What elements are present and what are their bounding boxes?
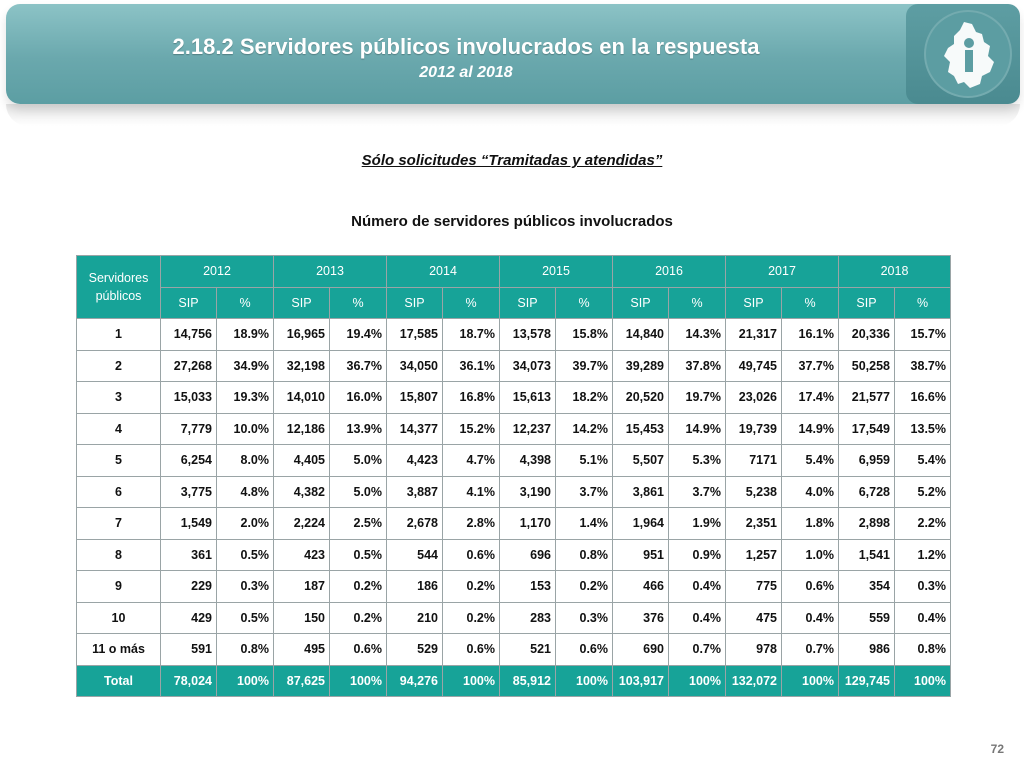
sip-cell: 103,917 [613,665,669,697]
sip-cell: 4,405 [274,445,330,477]
pct-cell: 5.4% [782,445,839,477]
row-label: 4 [77,413,161,445]
pct-cell: 0.4% [669,602,726,634]
pct-cell: 0.3% [217,571,274,603]
sip-cell: 186 [387,571,443,603]
row-label: 1 [77,319,161,351]
pct-cell: 4.0% [782,476,839,508]
row-label: 6 [77,476,161,508]
row-label: 10 [77,602,161,634]
sip-cell: 283 [500,602,556,634]
sip-cell: 690 [613,634,669,666]
pct-cell: 18.2% [556,382,613,414]
sip-cell: 4,398 [500,445,556,477]
pct-cell: 38.7% [895,350,951,382]
total-label: Total [77,665,161,697]
sip-cell: 1,257 [726,539,782,571]
pct-cell: 3.7% [669,476,726,508]
sip-cell: 2,898 [839,508,895,540]
sip-cell: 87,625 [274,665,330,697]
pct-cell: 100% [556,665,613,697]
pct-cell: 0.5% [217,539,274,571]
pct-cell: 1.9% [669,508,726,540]
sip-cell: 423 [274,539,330,571]
sip-cell: 376 [613,602,669,634]
pct-cell: 4.1% [443,476,500,508]
row-label: 3 [77,382,161,414]
sip-cell: 34,050 [387,350,443,382]
pct-cell: 8.0% [217,445,274,477]
pct-cell: 2.0% [217,508,274,540]
pct-cell: 0.4% [669,571,726,603]
pct-cell: 16.8% [443,382,500,414]
pct-cell: 0.8% [217,634,274,666]
sip-cell: 591 [161,634,217,666]
year-header: 2016 [613,256,726,288]
pct-cell: 36.1% [443,350,500,382]
pct-cell: 100% [782,665,839,697]
pct-header: % [330,287,387,319]
pct-cell: 4.8% [217,476,274,508]
sip-cell: 14,377 [387,413,443,445]
pct-cell: 34.9% [217,350,274,382]
sip-cell: 150 [274,602,330,634]
sip-cell: 6,959 [839,445,895,477]
pct-header: % [669,287,726,319]
sip-cell: 39,289 [613,350,669,382]
sip-cell: 7,779 [161,413,217,445]
row-header-cell: Servidores públicos [77,256,161,319]
sip-cell: 978 [726,634,782,666]
table-row [77,602,951,634]
sip-cell: 495 [274,634,330,666]
sip-cell: 559 [839,602,895,634]
pct-cell: 14.9% [782,413,839,445]
row-label: 8 [77,539,161,571]
page-number: 72 [990,742,1004,756]
sip-cell: 20,336 [839,319,895,351]
pct-cell: 5.1% [556,445,613,477]
sip-cell: 2,351 [726,508,782,540]
pct-cell: 0.3% [556,602,613,634]
pct-cell: 2.8% [443,508,500,540]
table-row [77,634,951,666]
sip-cell: 19,739 [726,413,782,445]
pct-cell: 0.4% [895,602,951,634]
logo-box [906,4,1020,104]
pct-cell: 0.2% [330,571,387,603]
pct-cell: 15.7% [895,319,951,351]
pct-cell: 0.8% [556,539,613,571]
sip-cell: 6,728 [839,476,895,508]
sip-cell: 775 [726,571,782,603]
table-row [77,350,951,382]
sip-cell: 34,073 [500,350,556,382]
pct-cell: 39.7% [556,350,613,382]
sip-cell: 3,861 [613,476,669,508]
total-row [77,665,951,697]
pct-cell: 5.0% [330,476,387,508]
header-banner [6,4,1020,104]
pct-cell: 0.3% [895,571,951,603]
pct-cell: 0.5% [217,602,274,634]
pct-header: % [895,287,951,319]
row-label: 9 [77,571,161,603]
sip-cell: 986 [839,634,895,666]
sip-cell: 15,613 [500,382,556,414]
sip-cell: 354 [839,571,895,603]
sip-cell: 14,756 [161,319,217,351]
sip-cell: 529 [387,634,443,666]
pct-cell: 19.4% [330,319,387,351]
table-heading: Número de servidores públicos involucrados [351,213,673,230]
sip-cell: 2,678 [387,508,443,540]
sip-cell: 3,190 [500,476,556,508]
sip-cell: 85,912 [500,665,556,697]
sip-cell: 229 [161,571,217,603]
sip-cell: 361 [161,539,217,571]
sip-cell: 15,453 [613,413,669,445]
cdmx-map-info-icon [924,10,1012,98]
sip-cell: 1,549 [161,508,217,540]
sip-cell: 14,840 [613,319,669,351]
sip-cell: 21,577 [839,382,895,414]
table-row [77,413,951,445]
sip-cell: 3,887 [387,476,443,508]
row-label: 5 [77,445,161,477]
pct-cell: 5.4% [895,445,951,477]
sip-header: SIP [726,287,782,319]
sip-header: SIP [500,287,556,319]
pct-cell: 37.8% [669,350,726,382]
pct-cell: 100% [443,665,500,697]
sip-cell: 132,072 [726,665,782,697]
sip-cell: 49,745 [726,350,782,382]
page-title: 2.18.2 Servidores públicos involucrados en la respuesta [172,34,760,59]
row-label: 11 o más [77,634,161,666]
pct-header: % [556,287,613,319]
sip-header: SIP [274,287,330,319]
banner-shadow [6,104,1020,126]
pct-cell: 17.4% [782,382,839,414]
pct-cell: 100% [895,665,951,697]
sip-cell: 20,520 [613,382,669,414]
sip-cell: 50,258 [839,350,895,382]
year-header-row [77,256,951,288]
sip-cell: 78,024 [161,665,217,697]
sip-cell: 32,198 [274,350,330,382]
pct-cell: 36.7% [330,350,387,382]
sip-cell: 23,026 [726,382,782,414]
pct-cell: 16.6% [895,382,951,414]
pct-cell: 0.9% [669,539,726,571]
sip-header: SIP [839,287,895,319]
table-row [77,539,951,571]
table-row [77,445,951,477]
sip-cell: 7171 [726,445,782,477]
pct-cell: 1.8% [782,508,839,540]
sip-cell: 16,965 [274,319,330,351]
sip-cell: 5,507 [613,445,669,477]
table-body [77,319,951,697]
sip-cell: 1,964 [613,508,669,540]
page-subtitle: 2012 al 2018 [419,64,513,81]
year-header: 2017 [726,256,839,288]
sip-header: SIP [387,287,443,319]
sip-cell: 4,382 [274,476,330,508]
sip-cell: 12,237 [500,413,556,445]
sip-cell: 153 [500,571,556,603]
sip-cell: 466 [613,571,669,603]
pct-cell: 37.7% [782,350,839,382]
sip-cell: 1,170 [500,508,556,540]
pct-cell: 0.2% [443,602,500,634]
sip-cell: 13,578 [500,319,556,351]
pct-cell: 14.2% [556,413,613,445]
pct-cell: 0.6% [443,539,500,571]
pct-cell: 2.2% [895,508,951,540]
year-header: 2015 [500,256,613,288]
pct-cell: 1.2% [895,539,951,571]
subheader-row [77,287,951,319]
pct-cell: 3.7% [556,476,613,508]
pct-cell: 0.5% [330,539,387,571]
pct-cell: 0.2% [443,571,500,603]
sip-cell: 475 [726,602,782,634]
sip-cell: 4,423 [387,445,443,477]
pct-cell: 19.7% [669,382,726,414]
table-row [77,571,951,603]
pct-cell: 0.8% [895,634,951,666]
year-header: 2014 [387,256,500,288]
table-row [77,319,951,351]
sip-cell: 1,541 [839,539,895,571]
pct-cell: 0.6% [443,634,500,666]
pct-cell: 100% [330,665,387,697]
sip-header: SIP [613,287,669,319]
pct-cell: 5.0% [330,445,387,477]
pct-header: % [443,287,500,319]
pct-cell: 13.9% [330,413,387,445]
pct-cell: 16.1% [782,319,839,351]
pct-cell: 0.6% [330,634,387,666]
pct-cell: 18.7% [443,319,500,351]
year-header: 2018 [839,256,951,288]
pct-cell: 0.7% [669,634,726,666]
sip-cell: 17,585 [387,319,443,351]
sip-cell: 210 [387,602,443,634]
year-header: 2012 [161,256,274,288]
section-heading: Sólo solicitudes “Tramitadas y atendidas” [361,152,663,169]
table-row [77,476,951,508]
pct-cell: 19.3% [217,382,274,414]
pct-header: % [217,287,274,319]
pct-cell: 5.3% [669,445,726,477]
table-row [77,508,951,540]
servidores-table [76,255,951,697]
pct-header: % [782,287,839,319]
pct-cell: 10.0% [217,413,274,445]
pct-cell: 16.0% [330,382,387,414]
pct-cell: 2.5% [330,508,387,540]
sip-cell: 544 [387,539,443,571]
sip-cell: 6,254 [161,445,217,477]
pct-cell: 0.2% [330,602,387,634]
pct-cell: 15.8% [556,319,613,351]
row-label: 2 [77,350,161,382]
pct-cell: 100% [217,665,274,697]
pct-cell: 0.6% [556,634,613,666]
sip-cell: 14,010 [274,382,330,414]
pct-cell: 100% [669,665,726,697]
table-row [77,382,951,414]
pct-cell: 14.9% [669,413,726,445]
pct-cell: 0.2% [556,571,613,603]
pct-cell: 15.2% [443,413,500,445]
pct-cell: 1.0% [782,539,839,571]
sip-cell: 951 [613,539,669,571]
sip-cell: 3,775 [161,476,217,508]
pct-cell: 1.4% [556,508,613,540]
sip-cell: 696 [500,539,556,571]
sip-cell: 17,549 [839,413,895,445]
sip-cell: 521 [500,634,556,666]
sip-cell: 15,807 [387,382,443,414]
sip-cell: 129,745 [839,665,895,697]
pct-cell: 0.6% [782,571,839,603]
pct-cell: 18.9% [217,319,274,351]
pct-cell: 0.4% [782,602,839,634]
pct-cell: 13.5% [895,413,951,445]
pct-cell: 14.3% [669,319,726,351]
row-label: 7 [77,508,161,540]
sip-cell: 21,317 [726,319,782,351]
sip-cell: 12,186 [274,413,330,445]
pct-cell: 5.2% [895,476,951,508]
sip-cell: 15,033 [161,382,217,414]
pct-cell: 0.7% [782,634,839,666]
sip-cell: 187 [274,571,330,603]
year-header: 2013 [274,256,387,288]
pct-cell: 4.7% [443,445,500,477]
sip-cell: 429 [161,602,217,634]
sip-cell: 94,276 [387,665,443,697]
sip-header: SIP [161,287,217,319]
sip-cell: 27,268 [161,350,217,382]
sip-cell: 2,224 [274,508,330,540]
sip-cell: 5,238 [726,476,782,508]
